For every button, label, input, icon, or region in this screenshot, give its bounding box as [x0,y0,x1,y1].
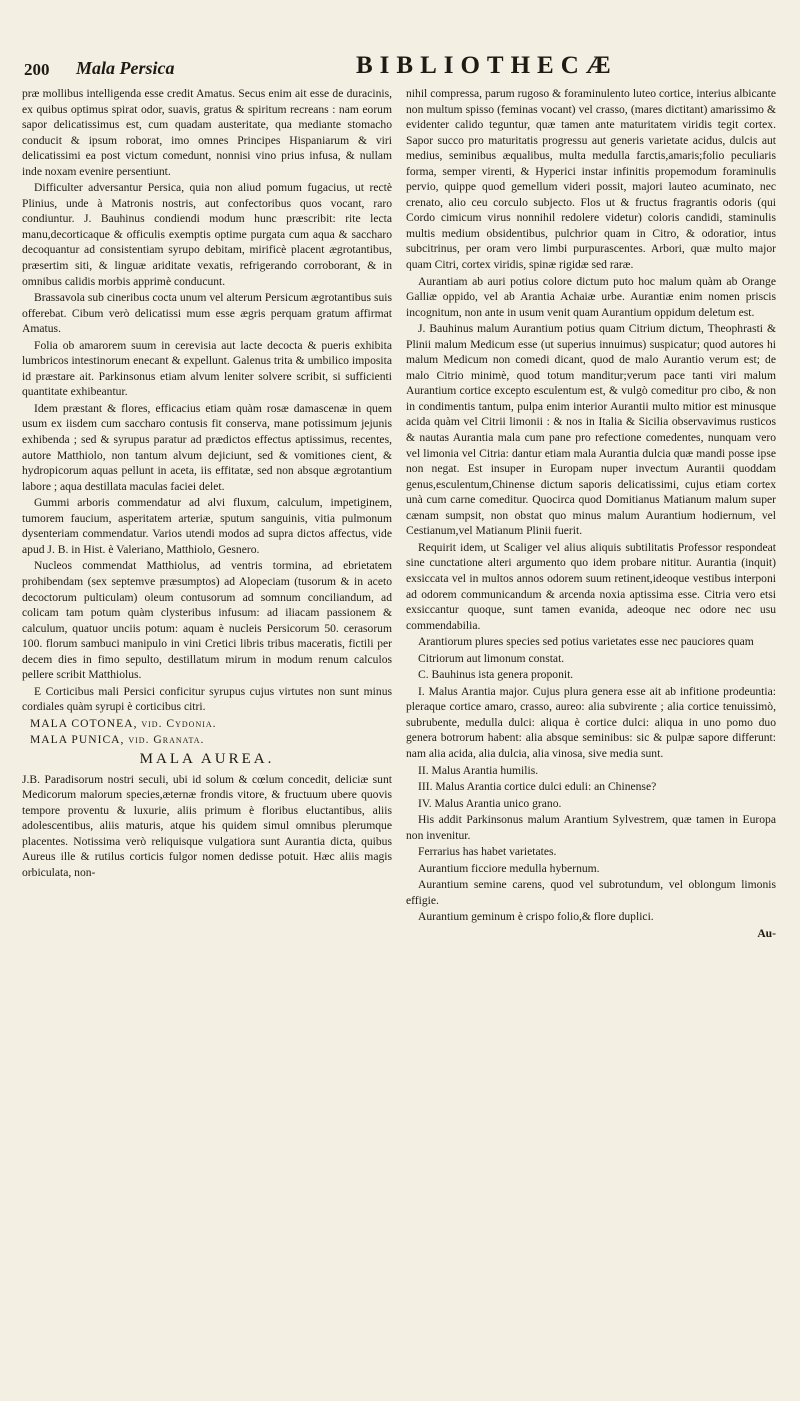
list-item: I. Malus Arantia major. Cujus plura genera esse ait ab infitione prodeuntia: pleraque cortice amaro, crasso, aureo: alia subvirente ; alia cortice tenuissimò, subrubente, medulla dulci: aliqua è cortice dulci: aliqua in uno pomo duo genera botrorum habent: alia absque seminibus: sic & pulpæ sapore differunt: nam alia acida, alia dulcia, alia vinosa, sive media sunt. [406,684,776,760]
running-head: Mala Persica [76,58,175,78]
list-item: III. Malus Arantia cortice dulci eduli: an Chinense? [418,780,657,794]
list-item: IV. Malus Arantia unico grano. [418,796,562,810]
cross-reference: MALA COTONEA, vid. Cydonia. [30,716,217,730]
list-item: Aurantium ficciore medulla hybernum. [418,861,600,875]
paragraph: Gummi arboris commendatur ad alvi fluxum, calculum, impetiginem, tumorem faucium, asperitatem arteriæ, sputum sanguinis, vitia pulmonum dysenteriam commendatur. Varios utendi modos ad supra dictos affectus, vide apud J. B. in Hist. è Valeriano, Matthiolo, Gesnero. [22,496,392,556]
text-columns [22,86,776,943]
catchword: Au- [757,926,776,940]
right-column [406,86,776,943]
section-title: BIBLIOTHECÆ [356,52,618,79]
paragraph: J. Bauhinus malum Aurantium potius quam Citrium dictum, Theophrasti & Plinii malum Medicum esse (ut superius innuimus) suspicatur; quod autores hi malum Medicum non comedi dicant, quod de malo Aurantio verum est; de malo Citrio minimè, quod totum manditur;verum pace tanti viri malum Aurantium cortice excepto esculentum est, & vulgò comeditur pro cibo, & non in condimentis tantum, pulpa enim interior Aurantii multo mitior est minusque acida quàm vel Citrii limonii : & nos in Italia & Sicilia observavimus rusticos & nautas Aurantia mala cum pane pro refectione comedentes, nunquam vero vel limonia vel Citria: dantur etiam mala Aurantia dulcia quæ mandi posse ipse non negat. Est insuper in Europam nuper invectum Aurantii quoddam genus,esculentum,Chinense dictum saporis delicatissimi, cujus etiam cortex unà cum carne comeditur. Quocirca quod Domitianus Matianum malum super cænam sumpsit, non obstat quo minus malum Aurantium hodiernum, vel Cestianum,vel Matianum Plinii fuerit. [406,322,776,538]
list-item: Aurantium semine carens, quod vel subrotundum, vel oblongum limonis effigie. [406,878,776,907]
list-item: Aurantium geminum è crispo folio,& flore duplici. [418,910,654,924]
paragraph: nihil compressa, parum rugoso & foraminulento luteo cortice, interius albicante non multum spisso (feminas vocant) vel crasso, (mares dictitant) amarissimo & evidenter calido teguntur, quæ tamen ante maturitatem viridis tegit cortex. Sapor succo pro maturitatis progressu aut generis varietate acidus, dulcis aut medius, seminibus æqualibus, multa medulla farctis,amaris;folio peculiaris forma, semper virenti, & Hyperici instar infinitis propemodum foraminulis pervio, quippe quod gemellum videri possit, majori lauteo acuminato, nec crenato, alio ceu corculo subjecto. Flos ut & fructus fragrantis odoris (qui Cordo cimicum virus nonnihil redolere videtur) coloris candidi, staminulis multis medium obsidentibus, pulchrior quam in Citro, & odoratior, intus subcitrinus, per oram vero limbi purpurascentes. Arbori, quæ multo major quam Citri, cortex viridis, spinæ rigidæ sed raræ. [406,87,776,272]
paragraph: Aurantiam ab auri potius colore dictum puto hoc malum quàm ab Orange Galliæ oppido, vel ab Arantia Achaiæ urbe. Aurantiæ enim nomen priscis incognitum, non ante in usum venit quam Aurantium oppidum deletum est. [406,274,776,319]
paragraph: C. Bauhinus ista genera proponit. [418,668,574,682]
paragraph: E Corticibus mali Persici conficitur syrupus cujus virtutes non sunt minus cordiales quàm syrupi è corticibus citri. [22,684,392,714]
paragraph: præ mollibus intelligenda esse credit Amatus. Secus enim ait esse de duracinis, ex quibus optimus spirat odor, suavis, gratus & spiritum recreans : nam eorum sapor delicatissimus est, cum quadam austeritate, qua mediante stomacho conducit & ipsum roborat, imo omnes Principes Hispaniarum & viri delicatissimi ea post victum comedunt, nonnisi vino prius infusa, & nullam inde noxam evenire persentiunt. [22,87,392,178]
paragraph: Citriorum aut limonum constat. [418,651,565,665]
list-item: Ferrarius has habet varietates. [418,845,557,859]
paragraph: J.B. Paradisorum nostri seculi, ubi id solum & cœlum concedit, deliciæ sunt Medicorum malorum species,æternæ frondis vitore, & fructuum ubere quovis tempore proventu & luxurie, aliis primum è floribus eluctantibus, aliis adolescentibus, aliis maturis, atque his quidem simul omnibus plerumque placentes. Notissima verò reliquisque vulgatiora sunt Aurantia dicta, quibus Aureus ille & rutilus corticis fulgor nomen dedisse potuit. Hæc aliis magis orbiculata, non- [22,772,392,879]
section-heading: MALA AUREA. [139,750,275,767]
page-number: 200 [24,60,50,79]
paragraph: Brassavola sub cineribus cocta unum vel alterum Persicum ægrotantibus suis offerebat. Cibum verò delicatissi mum esse ægris perquam gratum affirmat Amatus. [22,291,392,336]
list-item: His addit Parkinsonus malum Arantium Sylvestrem, quæ tamen in Europa non invenitur. [406,813,776,842]
cross-reference: MALA PUNICA, vid. Granata. [30,733,205,747]
left-column [22,86,392,943]
paragraph: Folia ob amarorem suum in cerevisia aut lacte decocta & pueris exhibita lumbricos intestinorum enecant & expellunt. Galenus trita & umbilico imposita id præstare ait. Parkinsonus etiam alvum leniter solvere scribit, si sufficienti quantitate exhibeantur. [22,338,392,399]
page-header [22,50,776,84]
paragraph: Requirit idem, ut Scaliger vel alius aliquis subtilitatis Professor respondeat sine cunctatione alteri argumento quo idem probare nititur. Aurantia (inquit) exsiccata vel in multos annos odorem suum retinent,ideoque vestibus interponi ad odorem communicandum & arcenda noxia aptissima esse. Citria vero etsi exsiccantur quoque, sunt tamen evanida, adeoque nec odore nec usu commendabilia. [406,540,776,632]
paragraph: Difficulter adversantur Persica, quia non aliud pomum fugacius, ut rectè Plinius, unde à Matronis nostris, aut confectoribus quos vocant, raro condiuntur. J. Bauhinus condiendi modum hunc præscribit: rite lecta manu,decorticaque & officulis exemptis optime purgata cum aqua & saccharo decoquantur ad consistentiam syrupo debitam, mirificè placent ægrotantibus, præsertim siti, & linguæ ariditate vexatis, refrigerando corroborant, & in omnibus calidis morbis apprimè conducunt. [22,181,392,288]
paragraph: Idem præstant & flores, efficacius etiam quàm rosæ damascenæ in quem usum ex iisdem cum saccharo contusis fit conserva, mane potissimum jejunis exhibenda ; sed & syrupus paratur ad prædictos effectus aptissimus, recentes, autore Matthiolo, non tantum alvum dejiciunt, sed & vomitiones cient, & hydropicorum aquas pellunt in aceta, iis effitatæ, sed non absque ægrotantium labore ; aqua destillata maculas faciei delet. [22,401,392,493]
paragraph: Arantiorum plures species sed potius varietates esse nec pauciores quam [418,635,754,649]
list-item: II. Malus Arantia humilis. [418,763,539,777]
paragraph: Nucleos commendat Matthiolus, ad ventris tormina, ad ebrietatem prohibendam (sex septemve præsumptos) ad Alopeciam (tusorum & in aceto decoctorum pulticulam) oleum contusorum ad somnum conciliandum, ad colicam tam potum quàm clysteribus infusum: ad iliacam passionem & calculum, quatuor unciis potum: aquam è nucleis Persicorum 50. cerasorum 100. florum sambuci manipulo in vini Cretici libris tribus maceratis, fictili per decem dies in fimo sepulto, destillatum mirum in modum renum calculos pellere scribit Matthiolus. [22,559,392,682]
